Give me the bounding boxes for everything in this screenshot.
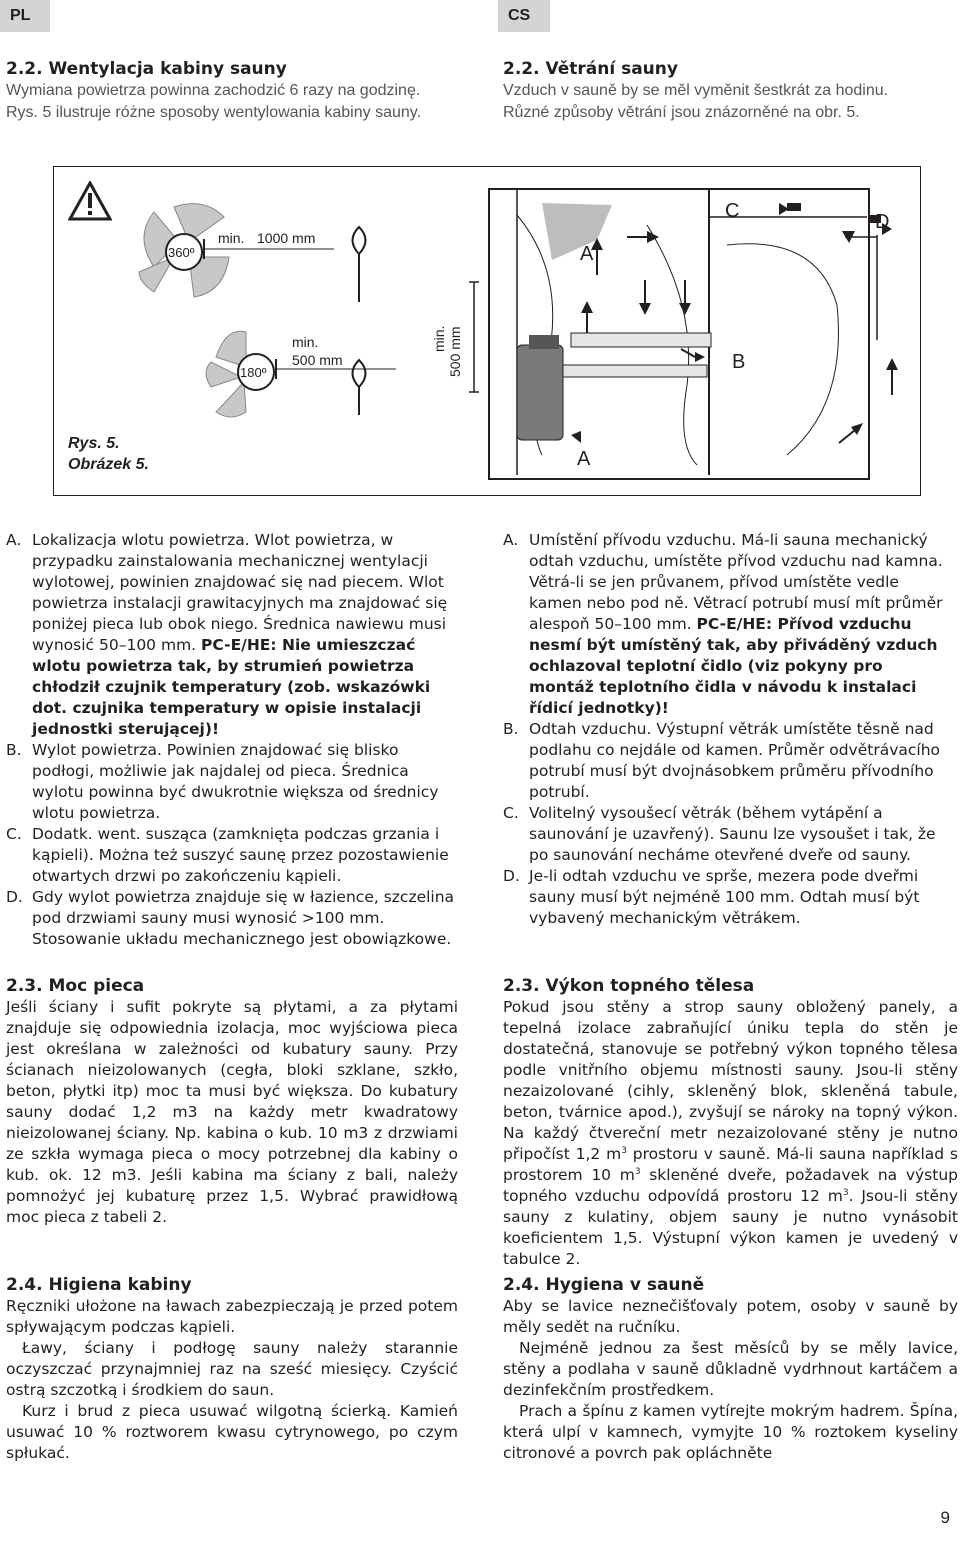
pl-2-4-para-1: Ręczniki ułożone na ławach zabezpieczają je przed potem spływającym podczas kąpieli. — [6, 1297, 458, 1336]
pl-item-letter-c: C. — [6, 825, 22, 843]
dimension-500-label: 500 mm — [447, 326, 463, 377]
pl-intro-line-2: Rys. 5 ilustruje różne sposoby wentylowania kabiny sauny. — [6, 104, 422, 121]
figure-caption-cs: Obrázek 5. — [68, 456, 149, 473]
cs-item-text-a: Umístění přívodu vzduchu. Má-li sauna mechanický odtah vzduchu, umístěte přívod vzduchu nad kamna. Větrá-li se jen průvanem, přívod umístěte vedle kamen nebo pod ně. Větrací potrubí musí mít průměr alespoň 50–100 mm. — [529, 531, 943, 633]
figure-caption-pl: Rys. 5. — [68, 435, 120, 452]
pl-2-4-para-3: Kurz i brud z pieca usuwać wilgotną ścierką. Kamień usuwać 10 % roztworem kwasu cytrynowego, po czym spłukać. — [6, 1402, 458, 1462]
cs-section-2-2-header — [503, 58, 958, 124]
pl-section-2-3-title: 2.3. Moc pieca — [6, 976, 145, 996]
pl-item-text-b: Wylot powietrza. Powinien znajdować się blisko podłogi, możliwie jak najdalej od pieca. Średnica wylotu powinna być dwukrotnie większa od średnicy wlotu powietrza. — [32, 741, 439, 822]
cs-section-2-3 — [503, 975, 958, 1270]
sauna-room-diagram — [487, 185, 907, 485]
pl-intro-line-1: Wymiana powietrza powinna zachodzić 6 razy na godzinę. — [6, 82, 421, 99]
pl-item-text-c: Dodatk. went. susząca (zamknięta podczas grzania i kąpieli). Można też suszyć saunę przez pozostawienie otwartych drzwi po zakończeniu kąpieli. — [32, 825, 449, 885]
fan-360-min-b: 1000 mm — [257, 230, 316, 246]
pl-section-2-4 — [6, 1274, 458, 1464]
lang-label-cs: CS — [508, 7, 531, 24]
cs-section-2-3-text — [503, 997, 958, 1270]
pl-2-4-para-2: Ławy, ściany i podłogę sauny należy starannie oczyszczać przynajmniej raz na sześć miesięcy. Czyścić ostrą szczotką i środkiem do saun. — [6, 1339, 458, 1399]
label-d: D — [875, 211, 890, 233]
fan-180-label: 180º — [240, 365, 267, 380]
cs-list-item-a — [503, 530, 951, 719]
label-b: B — [732, 351, 746, 373]
cs-2-3-sup-2: 3 — [634, 1166, 641, 1177]
pl-section-2-4-title: 2.4. Higiena kabiny — [6, 1275, 192, 1295]
label-a-bottom: A — [577, 448, 591, 470]
sauna-stove-icon-1 — [344, 222, 374, 332]
ventilation-figure — [53, 166, 921, 496]
cs-2-4-para-3: Prach a špínu z kamen vytírejte mokrým hadrem. Špína, která ulpí v kamnech, vymyjte 10 % roztokem kyseliny citronové a povrch pak opláchněte — [503, 1402, 958, 1462]
cs-2-4-para-1: Aby se lavice neznečišťovaly potem, osoby v sauně by měly sedět na ručníku. — [503, 1297, 958, 1336]
cs-2-3-sup-1: 3 — [621, 1145, 627, 1156]
min-500-dimension — [424, 277, 484, 417]
cs-section-2-2-title: 2.2. Větrání sauny — [503, 59, 678, 79]
cs-vent-list — [503, 530, 951, 929]
pl-list-item-c — [6, 824, 458, 887]
pl-item-bold-a: PC-E/HE: Nie umieszczać wlotu powietrza tak, by strumień powietrza chłodził czujnik temperatury (zob. wskazówki dot. czujnika temperatury w opisie instalacji jednostki sterującej)! — [32, 636, 431, 738]
pl-section-2-3 — [6, 975, 458, 1228]
pl-item-letter-a: A. — [6, 531, 22, 549]
pl-list-item-b — [6, 740, 458, 824]
cs-list-item-d — [503, 866, 951, 929]
cs-list-item-b — [503, 719, 951, 803]
figure-caption — [68, 433, 149, 475]
cs-item-text-d: Je-li odtah vzduchu ve sprše, mezera pode dveřmi sauny musí být nejméně 100 mm. Odtah musí být vybavený mechanickým větrákem. — [529, 867, 920, 927]
fan-360-min-a: min. — [218, 230, 245, 246]
cs-item-letter-d: D. — [503, 867, 520, 885]
pl-section-2-3-text: Jeśli ściany i sufit pokryte są płytami, a za płytami znajduje się odpowiednia izolacja, moc wyjściowa pieca jest określana w zależności od kubatury sauny. Przy ścianach nieizolowanych (cegła, bloki szklane, szkło, beton, płytki itp) moc ta musi być większa. Do kubatury sauny dodać 1,2 m3 na każdy metr kwadratowy nieizolowanej ściany. Np. kabina o kub. 10 m3 z drzwiami ze szkła wymaga pieca o mocy potrzebnej dla kabiny o kub. ok. 12 m3. Jeśli kabina ma ściany z bali, należy pomnożyć jej kubaturę przez 1,5. Wybrać prawidłową moc pieca z tabeli 2. — [6, 998, 458, 1226]
pl-vent-list — [6, 530, 458, 950]
pl-list-item-d — [6, 887, 458, 950]
pl-section-2-2-header — [6, 58, 466, 124]
cs-2-3-text-a: Pokud jsou stěny a strop sauny obložený panely, a tepelná izolace zabraňující úniku tepla do stěn je dostatečná, stanovuje se potřebný výkon topného tělesa podle vnitřního objemu místnosti sauny. Jsou-li stěny nezaizolované (cihly, skleněný blok, skleněná tabule, beton, tvárnice apod.), zvyšují se nároky na topný výkon. Na každý čtvereční metr nezaizolované stěny je nutno připočíst 1,2 m — [503, 998, 958, 1163]
cs-2-3-text-c: skleněné dveře, požadavek na výstup topného vzduchu odpovídá prostoru 12 m — [503, 1166, 958, 1205]
label-a-top: A — [580, 243, 594, 265]
cs-item-letter-a: A. — [503, 531, 519, 549]
pl-item-letter-b: B. — [6, 741, 22, 759]
warning-icon — [68, 181, 112, 221]
cs-section-2-4-title: 2.4. Hygiena v sauně — [503, 1275, 705, 1295]
cs-section-2-3-title: 2.3. Výkon topného tělesa — [503, 976, 755, 996]
cs-item-text-b: Odtah vzduchu. Výstupní větrák umístěte těsně nad podlahu co nejdále od kamen. Průměr odvětrávacího potrubí musí být dvojnásobkem průměru přívodního potrubí. — [529, 720, 940, 801]
sauna-stove-icon-2 — [344, 355, 374, 435]
cs-section-2-4 — [503, 1274, 958, 1464]
lang-tab-cs — [498, 0, 550, 32]
dimension-min-label: min. — [431, 325, 447, 352]
cs-list-item-c — [503, 803, 951, 866]
fan-180-min-b: 500 mm — [292, 352, 343, 368]
pl-section-2-2-title: 2.2. Wentylacja kabiny sauny — [6, 59, 287, 79]
page-number: 9 — [940, 1508, 950, 1527]
pl-item-text-a: Lokalizacja wlotu powietrza. Wlot powietrza, w przypadku zainstalowania mechanicznej wentylacji wylotowej, powinien znajdować się nad piecem. Wlot powietrza instalacji grawitacyjnych ma znajdować się poniżej pieca lub obok niego. Średnica nawiewu musi wynosić 50–100 mm. — [32, 531, 448, 654]
cs-2-3-text-b: prostoru v sauně. Má-li sauna například s prostorem 10 m — [503, 1145, 958, 1184]
pl-item-text-d: Gdy wylot powietrza znajduje się w łazience, szczelina pod drzwiami sauny musi wynosić >100 mm. Stosowanie układu mechanicznego jest obowiązkowe. — [32, 888, 455, 948]
cs-intro-line-2: Různé způsoby větrání jsou znázorněné na obr. 5. — [503, 104, 860, 121]
lang-label-pl: PL — [10, 7, 31, 24]
cs-intro-line-1: Vzduch v sauně by se měl vyměnit šestkrát za hodinu. — [503, 82, 889, 99]
fan-180-diagram — [196, 317, 416, 427]
cs-item-bold-a: PC-E/HE: Přívod vzduchu nesmí být umístěný tak, aby přiváděný vzduch ochlazoval teplotní čidlo (viz pokyny pro montáž teplotního čidla v návodu k instalaci řídicí jednotky)! — [529, 615, 938, 717]
pl-item-letter-d: D. — [6, 888, 23, 906]
lang-tab-pl — [0, 0, 50, 32]
cs-item-letter-c: C. — [503, 804, 519, 822]
cs-2-4-para-2: Nejméně jednou za šest měsíců by se měly lavice, stěny a podlaha v sauně důkladně vydrhnout kartáčem a dezinfekčním prostředkem. — [503, 1339, 958, 1399]
cs-item-text-c: Volitelný vysoušecí větrák (během vytápění a saunování je uzavřený). Saunu lze vysoušet i tak, že po saunování necháme otevřené dveře od sauny. — [529, 804, 936, 864]
fan-360-label: 360º — [168, 245, 195, 260]
cs-2-3-text-d: . Jsou-li stěny sauny z kulatiny, objem sauny je nutno vynásobit koeficientem 1,5. Výstupní výkon kamen je uvedený v tabulce 2. — [503, 1187, 958, 1268]
fan-180-min-a: min. — [292, 334, 319, 350]
cs-item-letter-b: B. — [503, 720, 519, 738]
pl-list-item-a — [6, 530, 458, 740]
cs-2-3-sup-3: 3 — [842, 1187, 849, 1198]
fan-360-diagram — [134, 197, 334, 307]
label-c: C — [725, 200, 740, 222]
